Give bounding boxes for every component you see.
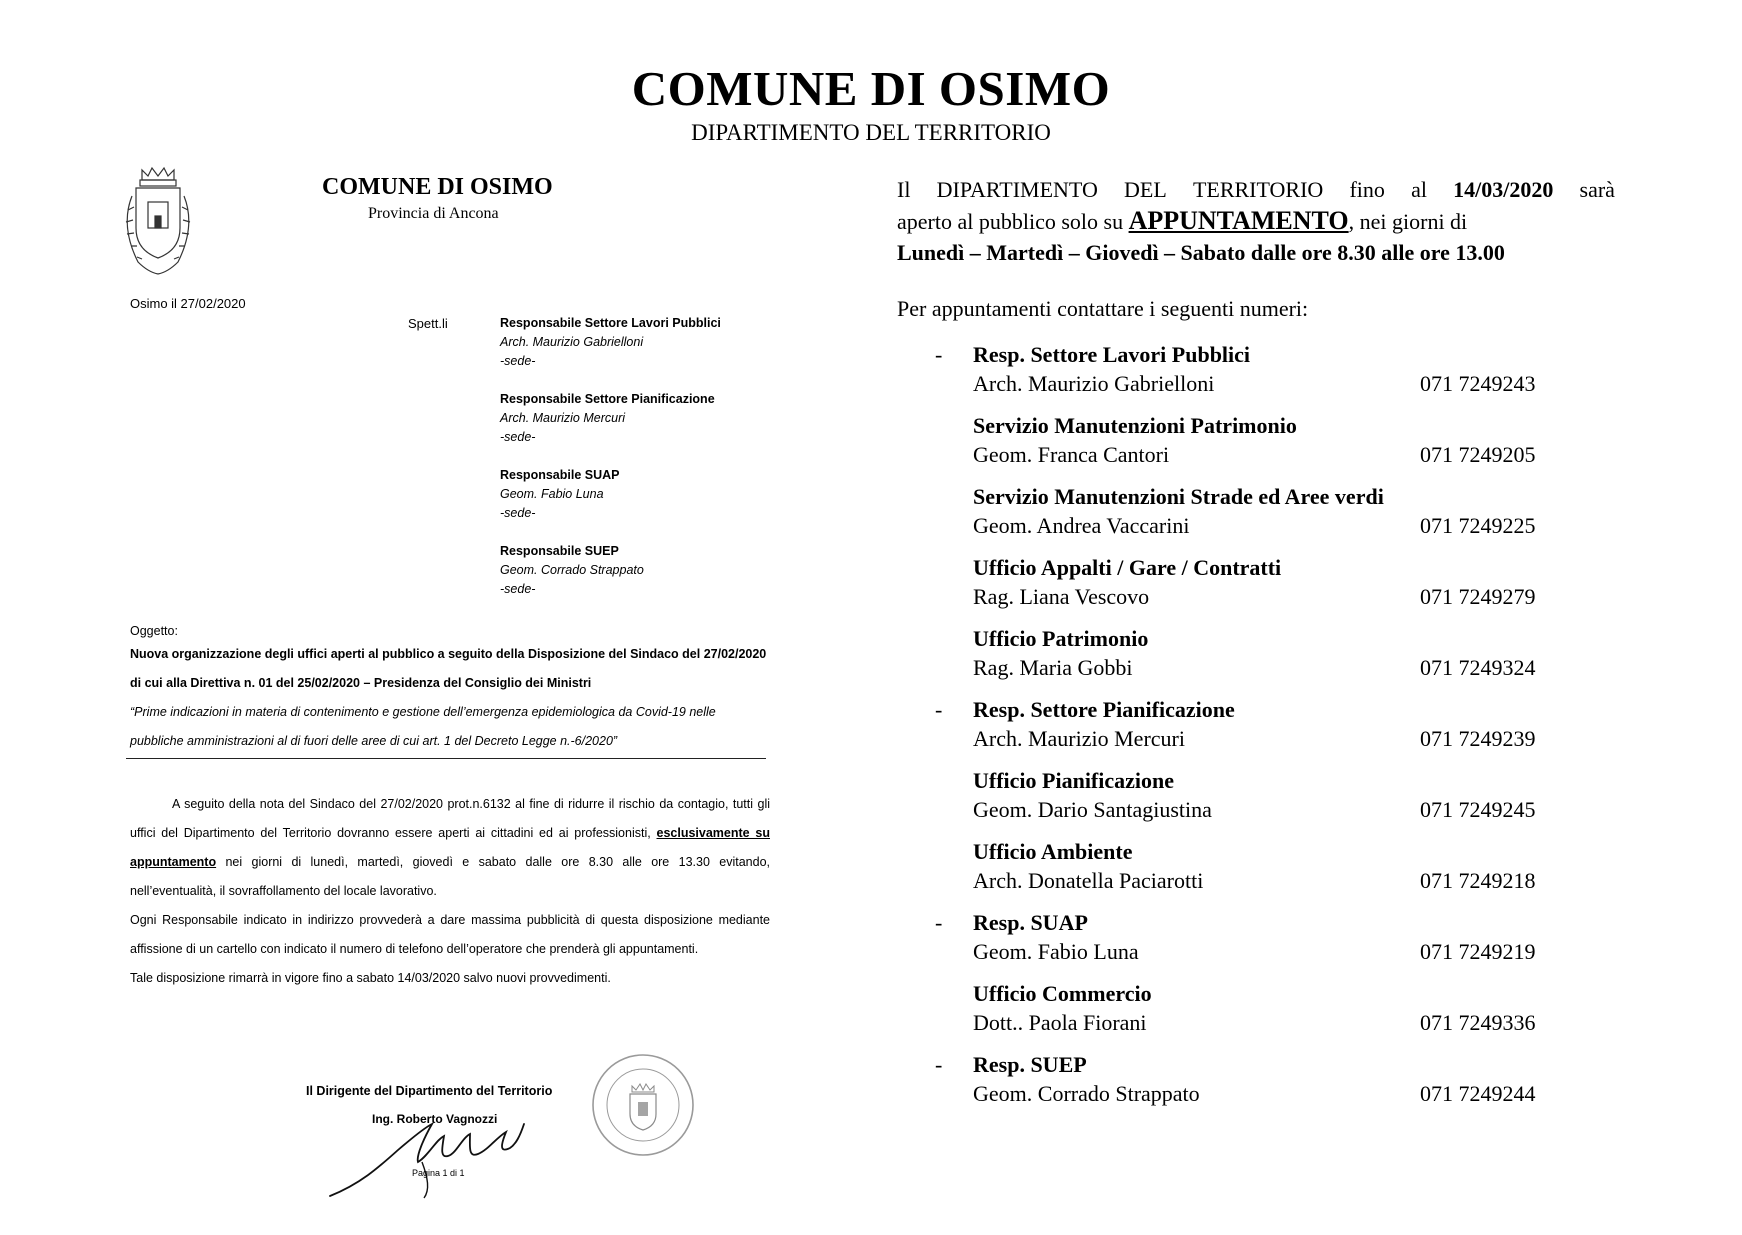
- contact-entry: [935, 624, 1635, 682]
- contact-office: Ufficio Appalti / Gare / Contratti: [973, 555, 1282, 580]
- contact-person-row: [935, 866, 1635, 895]
- body-paragraph: [130, 790, 770, 906]
- subject-divider: [126, 758, 766, 759]
- notice-word: sarà: [1579, 177, 1615, 202]
- recipient-block: [500, 390, 715, 447]
- contact-office: Ufficio Commercio: [973, 981, 1152, 1006]
- contact-person: Dott.. Paola Fiorani: [973, 1010, 1147, 1035]
- contact-entry: [935, 979, 1635, 1037]
- notice-line-3: [897, 237, 1615, 268]
- page-title: COMUNE DI OSIMO: [631, 61, 1111, 116]
- contacts-list: [935, 340, 1635, 1121]
- contact-person: Geom. Dario Santagiustina: [973, 797, 1212, 822]
- contact-person-row: [935, 369, 1635, 398]
- contact-person-row: [935, 582, 1635, 611]
- contact-phone: 071 7249243: [1420, 371, 1536, 396]
- contact-office: Resp. Settore Pianificazione: [973, 697, 1235, 722]
- notice-text: , nei giorni di: [1348, 209, 1468, 234]
- municipal-crest-icon: [118, 166, 198, 281]
- notice-word: DIPARTIMENTO: [936, 177, 1098, 202]
- letter-header-title: COMUNE DI OSIMO: [322, 174, 553, 200]
- contact-phone: 071 7249244: [1420, 1081, 1536, 1106]
- notice-word: al: [1411, 177, 1427, 202]
- contact-entry: [935, 1050, 1635, 1108]
- contact-phone: 071 7249336: [1420, 1010, 1536, 1035]
- contact-phone: 071 7249225: [1420, 513, 1536, 538]
- recipient-sede: -sede-: [500, 354, 536, 368]
- list-dash: -: [935, 1052, 943, 1077]
- recipient-role: Responsabile SUAP: [500, 468, 620, 482]
- contact-entry: [935, 766, 1635, 824]
- recipient-sede: -sede-: [500, 506, 536, 520]
- contact-office: Ufficio Pianificazione: [973, 768, 1175, 793]
- contact-person-row: [935, 511, 1635, 540]
- body-paragraph: Tale disposizione rimarrà in vigore fino a sabato 14/03/2020 salvo nuovi provvedimenti.: [130, 971, 611, 985]
- contact-person: Geom. Franca Cantori: [973, 442, 1170, 467]
- official-stamp-icon: [588, 1050, 698, 1160]
- contact-entry: [935, 837, 1635, 895]
- notice-word: Il: [897, 177, 911, 202]
- page-number-label: Pagina 1 di 1: [412, 1168, 465, 1178]
- letter-subject: [130, 622, 770, 756]
- contact-person: Geom. Fabio Luna: [973, 939, 1139, 964]
- recipient-role: Responsabile Settore Lavori Pubblici: [500, 316, 721, 330]
- contact-person: Arch. Maurizio Gabrielloni: [973, 371, 1215, 396]
- contact-office: Resp. SUEP: [973, 1052, 1087, 1077]
- recipient-block: [500, 542, 644, 599]
- letter-date: Osimo il 27/02/2020: [130, 296, 246, 311]
- recipient-name: Geom. Corrado Strappato: [500, 563, 644, 577]
- contact-office: Resp. Settore Lavori Pubblici: [973, 342, 1251, 367]
- contact-phone: 071 7249239: [1420, 726, 1536, 751]
- signatory-role: Il Dirigente del Dipartimento del Territorio: [306, 1084, 553, 1098]
- notice-appointment-keyword: APPUNTAMENTO: [1128, 206, 1349, 235]
- contact-person-row: [935, 1079, 1635, 1108]
- notice-word: DEL: [1124, 177, 1167, 202]
- contact-phone: 071 7249245: [1420, 797, 1536, 822]
- contact-phone: 071 7249324: [1420, 655, 1536, 680]
- page-subtitle: DIPARTIMENTO DEL TERRITORIO: [691, 120, 1051, 145]
- contact-phone: 071 7249205: [1420, 442, 1536, 467]
- list-dash: -: [935, 697, 943, 722]
- contact-person: Rag. Maria Gobbi: [973, 655, 1133, 680]
- subject-quote: “Prime indicazioni in materia di contenimento e gestione dell’emergenza epidemiologica da Covid-19 nelle pubbliche amministrazioni al di fuori delle aree di cui art. 1 del Decreto Legge n.-6/2020”: [130, 705, 716, 748]
- body-text: A seguito della nota del Sindaco del 27/02/2020 prot.n.6132 al fine di ridurre il rischio da contagio, tutti gli uffici del Dipartimento del Territorio dovranno essere aperti ai cittadini ed ai professionisti,: [130, 797, 770, 840]
- contact-office: Servizio Manutenzioni Strade ed Aree verdi: [973, 484, 1384, 509]
- contact-person-row: [935, 1008, 1635, 1037]
- notice-word: TERRITORIO: [1192, 177, 1324, 202]
- contact-entry: [935, 553, 1635, 611]
- recipient-sede: -sede-: [500, 582, 536, 596]
- list-dash: -: [935, 910, 943, 935]
- recipient-name: Arch. Maurizio Mercuri: [500, 411, 626, 425]
- recipient-sede: -sede-: [500, 430, 536, 444]
- notice-text: aperto al pubblico solo su: [897, 209, 1129, 234]
- contact-person-row: [935, 724, 1635, 753]
- letter-header-subtitle: Provincia di Ancona: [368, 205, 499, 222]
- list-dash: -: [935, 342, 943, 367]
- contact-entry: [935, 482, 1635, 540]
- subject-label: Oggetto:: [130, 624, 178, 638]
- opening-notice: [897, 174, 1615, 268]
- recipient-block: [500, 314, 721, 371]
- notice-line-1: [897, 174, 1615, 205]
- contact-person-row: [935, 937, 1635, 966]
- contact-person-row: [935, 653, 1635, 682]
- notice-line-2: [897, 205, 1615, 237]
- subject-title: Nuova organizzazione degli uffici aperti al pubblico a seguito della Disposizione del Sindaco del 27/02/2020 di cui alla Direttiva n. 01 del 25/02/2020 – Presidenza del Consiglio dei Ministri: [130, 647, 767, 690]
- contact-entry: [935, 411, 1635, 469]
- contact-entry: [935, 908, 1635, 966]
- body-text: nei giorni di lunedì, martedì, giovedì e sabato dalle ore 8.30 alle ore 13.30 evitando, nell’eventualità, il sovraffollamento del locale lavorativo.: [130, 855, 770, 898]
- notice-word: fino: [1349, 177, 1385, 202]
- notice-opening-hours: Lunedì – Martedì – Giovedì – Sabato dalle ore 8.30 alle ore 13.00: [897, 240, 1505, 265]
- contact-person: Rag. Liana Vescovo: [973, 584, 1150, 609]
- contact-phone: 071 7249219: [1420, 939, 1536, 964]
- scanned-letter: [110, 160, 780, 1220]
- recipient-name: Geom. Fabio Luna: [500, 487, 604, 501]
- notice-deadline-date: 14/03/2020: [1453, 177, 1554, 202]
- recipient-role: Responsabile Settore Pianificazione: [500, 392, 715, 406]
- contact-office: Resp. SUAP: [973, 910, 1088, 935]
- recipient-block: [500, 466, 619, 523]
- contact-phone: 071 7249218: [1420, 868, 1536, 893]
- contact-person: Geom. Andrea Vaccarini: [973, 513, 1190, 538]
- contact-person-row: [935, 440, 1635, 469]
- contact-person: Arch. Maurizio Mercuri: [973, 726, 1185, 751]
- contact-phone: 071 7249279: [1420, 584, 1536, 609]
- letter-salutation: Spett.li: [408, 316, 448, 331]
- contact-office: Servizio Manutenzioni Patrimonio: [973, 413, 1297, 438]
- letter-body: [130, 790, 770, 993]
- signatory-name: Ing. Roberto Vagnozzi: [372, 1112, 498, 1126]
- body-emphasis: esclusivamente su appuntamento: [130, 826, 770, 869]
- contact-entry: [935, 340, 1635, 398]
- contact-entry: [935, 695, 1635, 753]
- contact-office: Ufficio Ambiente: [973, 839, 1133, 864]
- contact-person: Geom. Corrado Strappato: [973, 1081, 1200, 1106]
- body-paragraph: Ogni Responsabile indicato in indirizzo provvederà a dare massima pubblicità di questa disposizione mediante affissione di un cartello con indicato il numero di telefono dell’operatore che prenderà gli appuntamenti.: [130, 913, 770, 956]
- recipient-name: Arch. Maurizio Gabrielloni: [500, 335, 644, 349]
- contacts-intro: Per appuntamenti contattare i seguenti numeri:: [897, 296, 1309, 321]
- handwritten-signature-icon: [320, 1098, 530, 1203]
- contact-person-row: [935, 795, 1635, 824]
- recipient-role: Responsabile SUEP: [500, 544, 619, 558]
- contact-office: Ufficio Patrimonio: [973, 626, 1149, 651]
- contact-person: Arch. Donatella Paciarotti: [973, 868, 1204, 893]
